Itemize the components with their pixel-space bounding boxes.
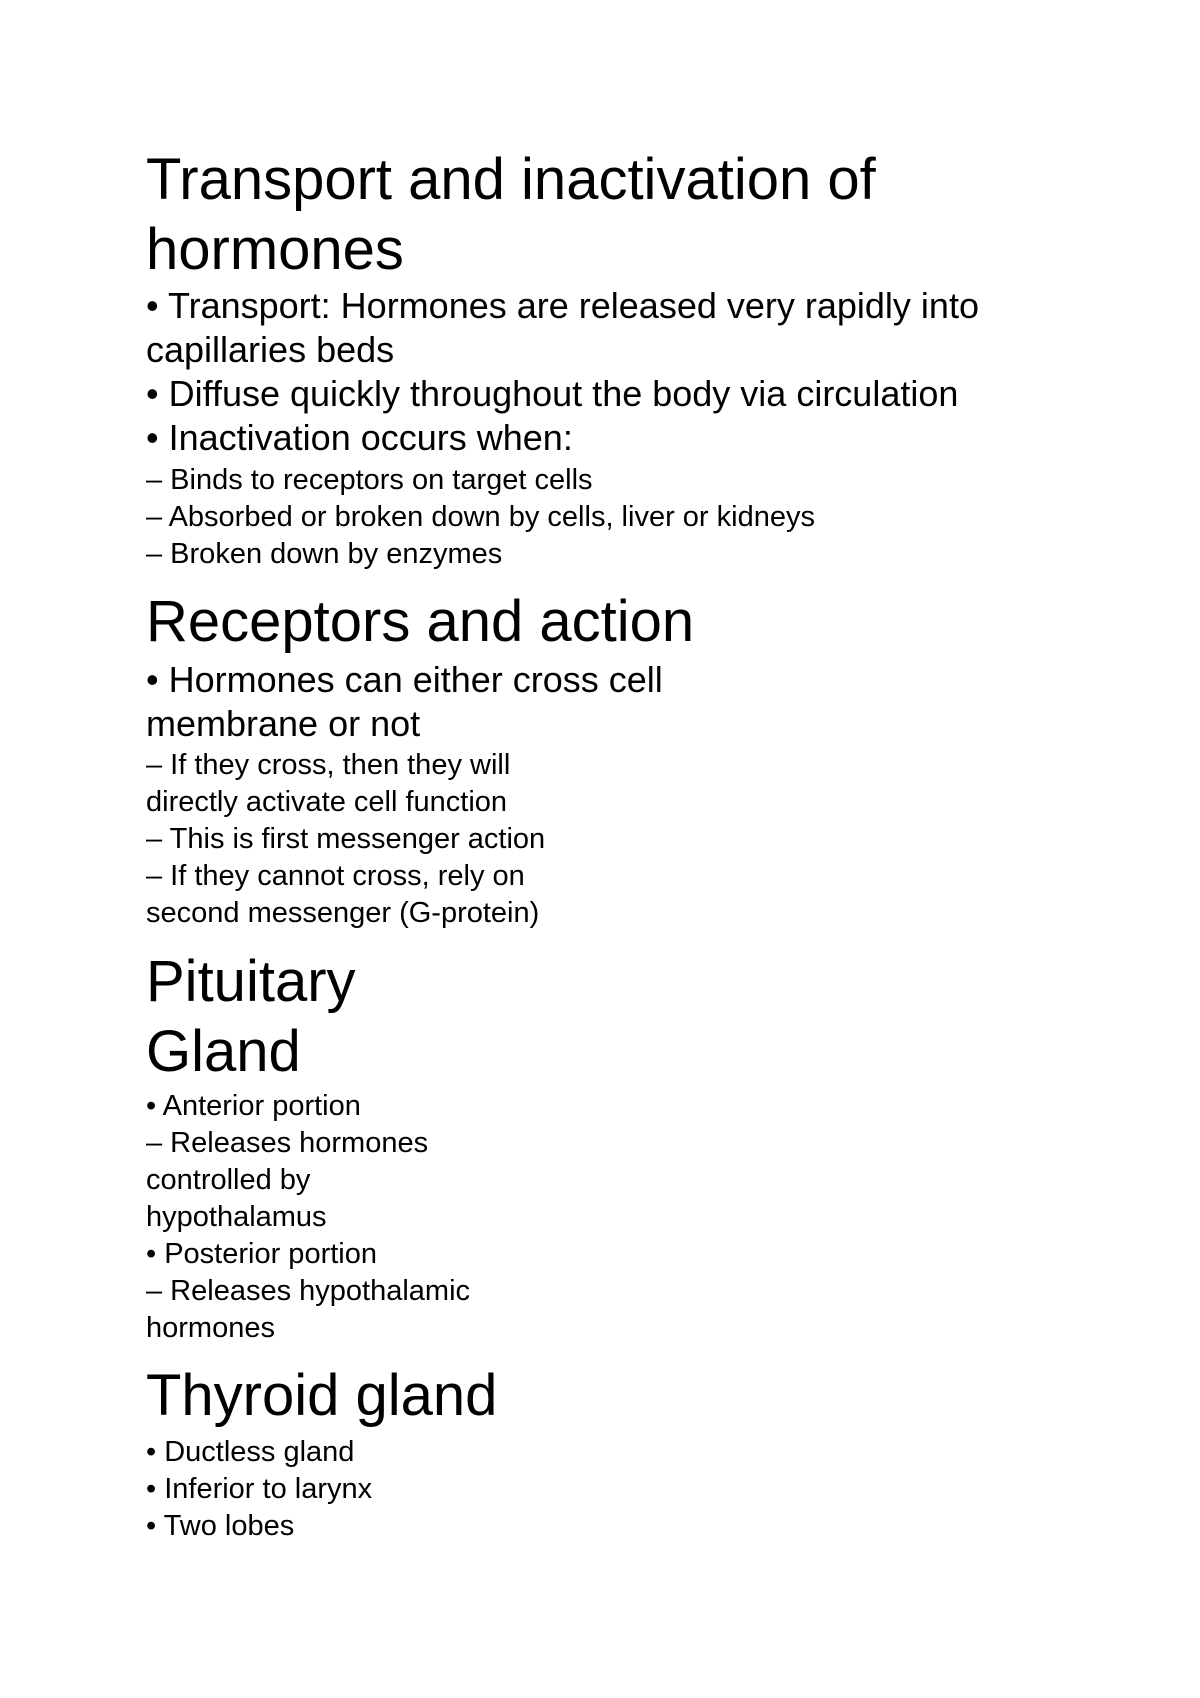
sub-bullet-line: – Binds to receptors on target cells: [146, 464, 593, 496]
sub-bullet-line: controlled by: [146, 1164, 311, 1196]
section-heading: Receptors and action: [146, 589, 695, 654]
sub-bullet-line: – This is first messenger action: [146, 823, 546, 855]
bullet-line: membrane or not: [146, 703, 421, 744]
bullet-line: • Ductless gland: [146, 1436, 355, 1468]
bullet-line: • Inferior to larynx: [146, 1473, 373, 1505]
section-heading: hormones: [146, 217, 404, 282]
sub-bullet-line: second messenger (G-protein): [146, 897, 540, 929]
sub-bullet-line: – Releases hormones: [146, 1127, 429, 1159]
section-heading: Transport and inactivation of: [146, 147, 876, 212]
sub-bullet-line: – Broken down by enzymes: [146, 538, 503, 570]
section-heading: Thyroid gland: [146, 1363, 498, 1428]
bullet-line: • Two lobes: [146, 1510, 295, 1542]
sub-bullet-line: – Absorbed or broken down by cells, liver or kidneys: [146, 501, 815, 533]
bullet-line: • Diffuse quickly throughout the body via circulation: [146, 373, 959, 414]
bullet-line: • Transport: Hormones are released very rapidly into: [146, 285, 979, 326]
sub-bullet-line: – Releases hypothalamic: [146, 1275, 471, 1307]
sub-bullet-line: hypothalamus: [146, 1201, 327, 1233]
section-heading: Gland: [146, 1019, 301, 1084]
bullet-line: capillaries beds: [146, 329, 395, 370]
sub-bullet-line: directly activate cell function: [146, 786, 508, 818]
sub-bullet-line: – If they cannot cross, rely on: [146, 860, 525, 892]
sub-bullet-line: hormones: [146, 1312, 275, 1344]
bullet-line: • Inactivation occurs when:: [146, 417, 573, 458]
sub-bullet-line: – If they cross, then they will: [146, 749, 511, 781]
bullet-line: • Hormones can either cross cell: [146, 659, 663, 700]
bullet-line: • Anterior portion: [146, 1090, 361, 1122]
bullet-line: • Posterior portion: [146, 1238, 377, 1270]
section-heading: Pituitary: [146, 949, 356, 1014]
